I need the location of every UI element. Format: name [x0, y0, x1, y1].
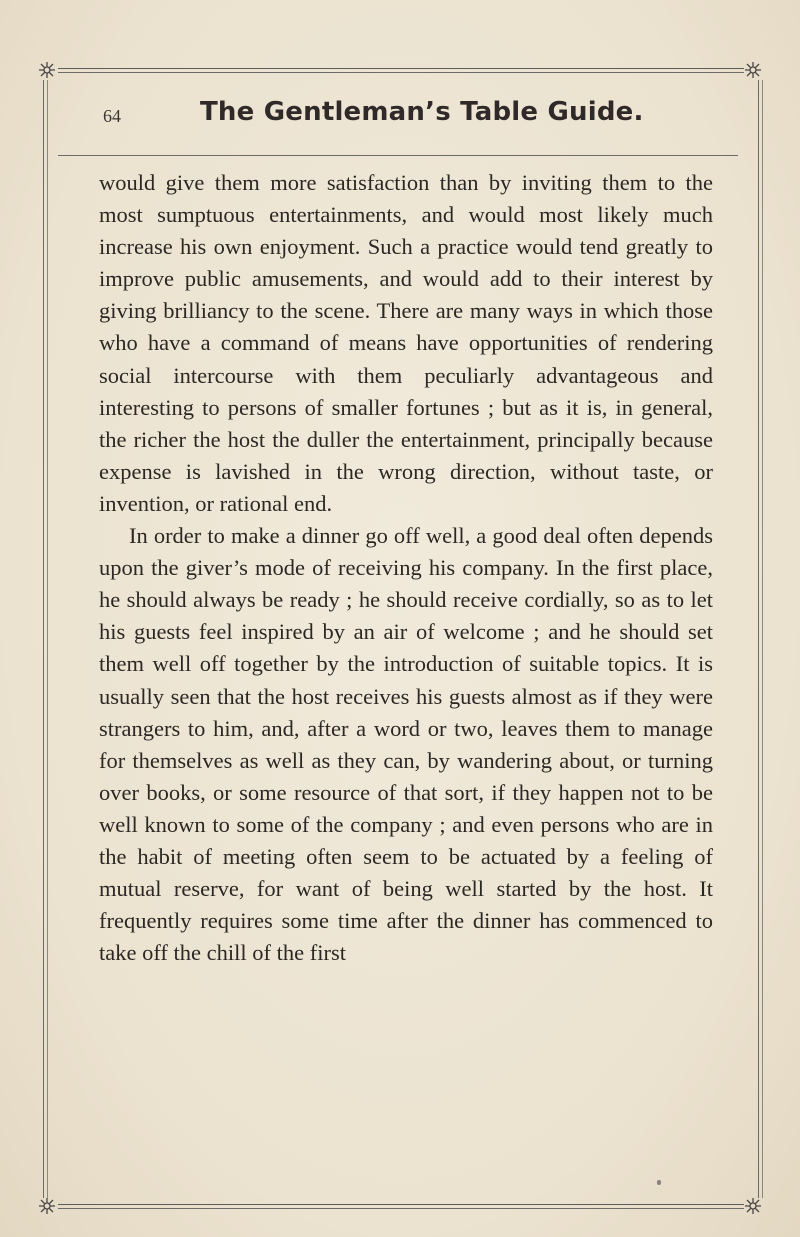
right-border-rule-inner [762, 80, 763, 1198]
page-number: 64 [103, 106, 121, 126]
floral-corner-ornament-icon [744, 1197, 762, 1215]
bottom-border-rule [58, 1204, 744, 1205]
floral-corner-ornament-icon [38, 1197, 56, 1215]
body-paragraph: In order to make a dinner go off well, a good deal often depends upon the giver’s mode of receiving his company. In the first place, he should always be ready ; he should receive cordially, so as to let his guests feel inspired by an air of welcome ; and he should set them well off together by the introduction of suitable topics. It is usually seen that the host receives his guests almost as if they were strangers to him, and, after a word or two, leaves them to manage for themselves as well as they can, by wandering about, or turning over books, or some resource of that sort, if they happen not to be well known to some of the company ; and even persons who are in the habit of meeting often seem to be actuated by a feeling of mutual reserve, for want of being well started by the host. It frequently requires some time after the dinner has commenced to take off the chill of the first [99, 523, 713, 966]
left-border-rule [43, 80, 44, 1198]
bottom-border-rule-inner [58, 1208, 744, 1209]
floral-corner-ornament-icon [744, 61, 762, 79]
page-body [99, 167, 713, 969]
body-paragraph: would give them more satisfaction than by inviting them to the most sumptuous entertainments, and would most likely much increase his own enjoyment. Such a practice would tend greatly to improve public amusements, and would add to their interest by giving brilliancy to the scene. There are many ways in which those who have a command of means have opportunities of rendering social intercourse with them peculiarly advantageous and interesting to persons of smaller fortunes ; but as it is, in general, the richer the host the duller the entertainment, principally because expense is lavished in the wrong direction, without taste, or invention, or rational end. [99, 170, 713, 516]
running-title: The Gentleman’s Table Guide. [200, 97, 644, 127]
floral-corner-ornament-icon [38, 61, 56, 79]
printer-mark [657, 1180, 661, 1185]
top-border-rule-inner [58, 72, 744, 73]
header-rule [58, 155, 738, 156]
left-border-rule-inner [47, 80, 48, 1198]
top-border-rule [58, 68, 744, 69]
right-border-rule [758, 80, 759, 1198]
